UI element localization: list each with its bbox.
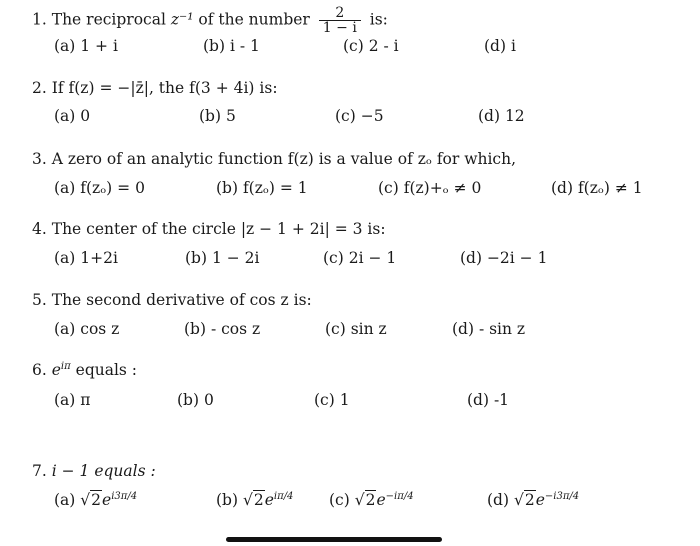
q7-option-d[interactable] xyxy=(487,490,579,510)
q2-option-d[interactable]: (d) 12 xyxy=(478,107,525,125)
question-7-stem xyxy=(32,461,156,481)
question-6-exponent: iπ xyxy=(60,360,71,372)
question-1-text-c: is: xyxy=(369,10,388,29)
q6-option-d[interactable]: (d) -1 xyxy=(467,391,510,409)
q5-option-d[interactable]: (d) - sin z xyxy=(452,320,526,338)
question-3-stem xyxy=(32,149,516,169)
question-4-stem xyxy=(32,219,386,239)
q4-option-a[interactable]: (a) 1+2i xyxy=(54,249,118,267)
q6-option-c[interactable]: (c) 1 xyxy=(314,391,350,409)
q6-option-a[interactable]: (a) π xyxy=(54,391,91,409)
fraction-denominator: 1 − i xyxy=(322,20,357,36)
q7-option-b[interactable] xyxy=(216,490,293,510)
q7-option-d-label: (d) xyxy=(487,491,510,509)
fraction-numerator: 2 xyxy=(319,6,361,21)
question-3-number: 3. xyxy=(32,150,47,168)
q6-option-b[interactable]: (b) 0 xyxy=(177,391,214,409)
q3-option-b[interactable]: (b) f(zₒ) = 1 xyxy=(216,179,308,197)
q7-option-c-label: (c) xyxy=(329,491,350,509)
q7-option-d-exp: −i3π/4 xyxy=(544,490,580,502)
q7-option-b-base: e xyxy=(264,491,274,509)
question-1-text-b: of the number xyxy=(198,10,310,29)
q7-option-a-root: 2 xyxy=(91,491,102,509)
question-7-number: 7. xyxy=(32,462,47,480)
q7-option-a-exp: i3π/4 xyxy=(111,490,138,502)
question-1-stem xyxy=(32,6,388,35)
q5-option-b[interactable]: (b) - cos z xyxy=(184,320,261,338)
q7-option-b-exp: iπ/4 xyxy=(273,490,294,502)
q2-option-c[interactable]: (c) −5 xyxy=(335,107,384,125)
q2-option-b[interactable]: (b) 5 xyxy=(199,107,236,125)
q7-option-a-base: e xyxy=(102,491,112,509)
sqrt-symbol: √2 xyxy=(242,491,264,509)
question-5-text: The second derivative of cos z is: xyxy=(51,291,312,309)
question-6-number: 6. xyxy=(32,361,47,379)
question-7-text: i − 1 equals : xyxy=(51,462,156,480)
q7-option-c-base: e xyxy=(376,491,386,509)
question-6-stem xyxy=(32,360,137,380)
q5-option-a[interactable]: (a) cos z xyxy=(54,320,120,338)
question-5-stem xyxy=(32,290,312,310)
question-1-number: 1. xyxy=(32,10,47,29)
question-6-base: e xyxy=(51,361,61,379)
q4-option-c[interactable]: (c) 2i − 1 xyxy=(323,249,397,267)
question-5-number: 5. xyxy=(32,291,47,309)
q3-option-c[interactable]: (c) f(z)+ₒ ≠ 0 xyxy=(378,179,482,197)
q7-option-c-exp: −iπ/4 xyxy=(385,490,414,502)
question-6-text: equals : xyxy=(75,361,138,379)
question-1-text-a: The reciprocal xyxy=(51,10,166,29)
q1-option-a[interactable]: (a) 1 + i xyxy=(54,37,118,55)
question-2-stem xyxy=(32,78,278,98)
q7-option-d-base: e xyxy=(535,491,545,509)
q7-option-b-root: 2 xyxy=(253,491,264,509)
q1-option-d[interactable]: (d) i xyxy=(484,37,516,55)
q3-option-a[interactable]: (a) f(zₒ) = 0 xyxy=(54,179,145,197)
q7-option-a-label: (a) xyxy=(54,491,76,509)
q4-option-d[interactable]: (d) −2i − 1 xyxy=(460,249,548,267)
question-2-text: If f(z) = −|z̄|, the f(3 + 4i) is: xyxy=(51,79,278,97)
question-1-math: z⁻¹ xyxy=(170,10,194,29)
q7-option-b-label: (b) xyxy=(216,491,239,509)
sqrt-symbol: √2 xyxy=(80,491,102,509)
home-indicator-bar[interactable] xyxy=(226,537,442,542)
sqrt-symbol: √2 xyxy=(354,491,376,509)
q7-option-c-root: 2 xyxy=(365,491,376,509)
q4-option-b[interactable]: (b) 1 − 2i xyxy=(185,249,260,267)
q3-option-d[interactable]: (d) f(zₒ) ≠ 1 xyxy=(551,179,643,197)
question-4-text: The center of the circle |z − 1 + 2i| = 3 is: xyxy=(51,220,386,238)
q1-option-c[interactable]: (c) 2 - i xyxy=(343,37,399,55)
q7-option-d-root: 2 xyxy=(524,491,535,509)
question-3-text: A zero of an analytic function f(z) is a value of zₒ for which, xyxy=(51,150,517,168)
question-2-number: 2. xyxy=(32,79,47,97)
q5-option-c[interactable]: (c) sin z xyxy=(325,320,387,338)
sqrt-symbol: √2 xyxy=(513,491,535,509)
q1-option-b[interactable]: (b) i - 1 xyxy=(203,37,260,55)
q7-option-a[interactable] xyxy=(54,490,137,510)
question-1-fraction xyxy=(319,6,361,35)
question-4-number: 4. xyxy=(32,220,47,238)
q7-option-c[interactable] xyxy=(329,490,414,510)
q2-option-a[interactable]: (a) 0 xyxy=(54,107,91,125)
